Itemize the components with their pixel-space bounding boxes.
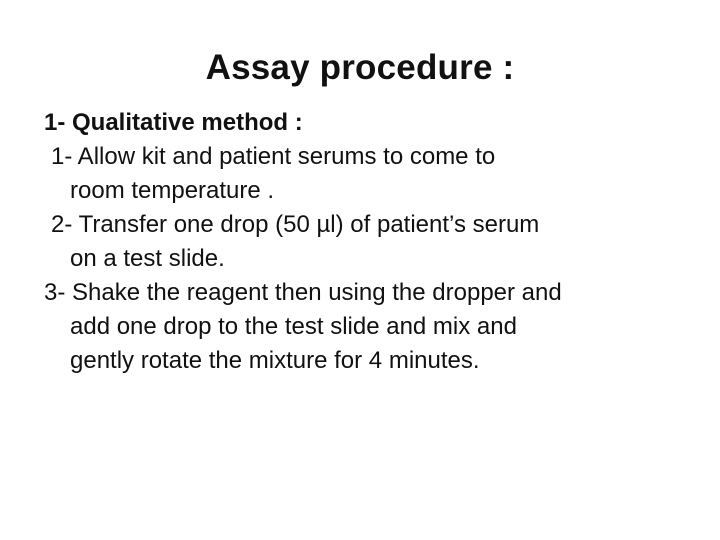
step-1-line-2: room temperature .: [70, 177, 275, 204]
step-2-line-2: on a test slide.: [70, 245, 225, 272]
step-3-line-2: add one drop to the test slide and mix and: [70, 313, 517, 340]
step-3-line-3: gently rotate the mixture for 4 minutes.: [70, 347, 480, 374]
procedure-step-3: [44, 276, 694, 378]
procedure-step-2: [44, 208, 694, 276]
slide-body: [44, 106, 694, 378]
step-2-line-1: 2- Transfer one drop (50 µl) of patient’s serum: [51, 211, 540, 238]
step-1-line-1: 1- Allow kit and patient serums to come to: [51, 143, 496, 170]
slide-title: Assay procedure :: [205, 48, 515, 87]
step-3-line-1: 3- Shake the reagent then using the dropper and: [44, 279, 562, 306]
section-heading: 1- Qualitative method :: [44, 109, 303, 136]
procedure-step-1: [44, 140, 694, 208]
